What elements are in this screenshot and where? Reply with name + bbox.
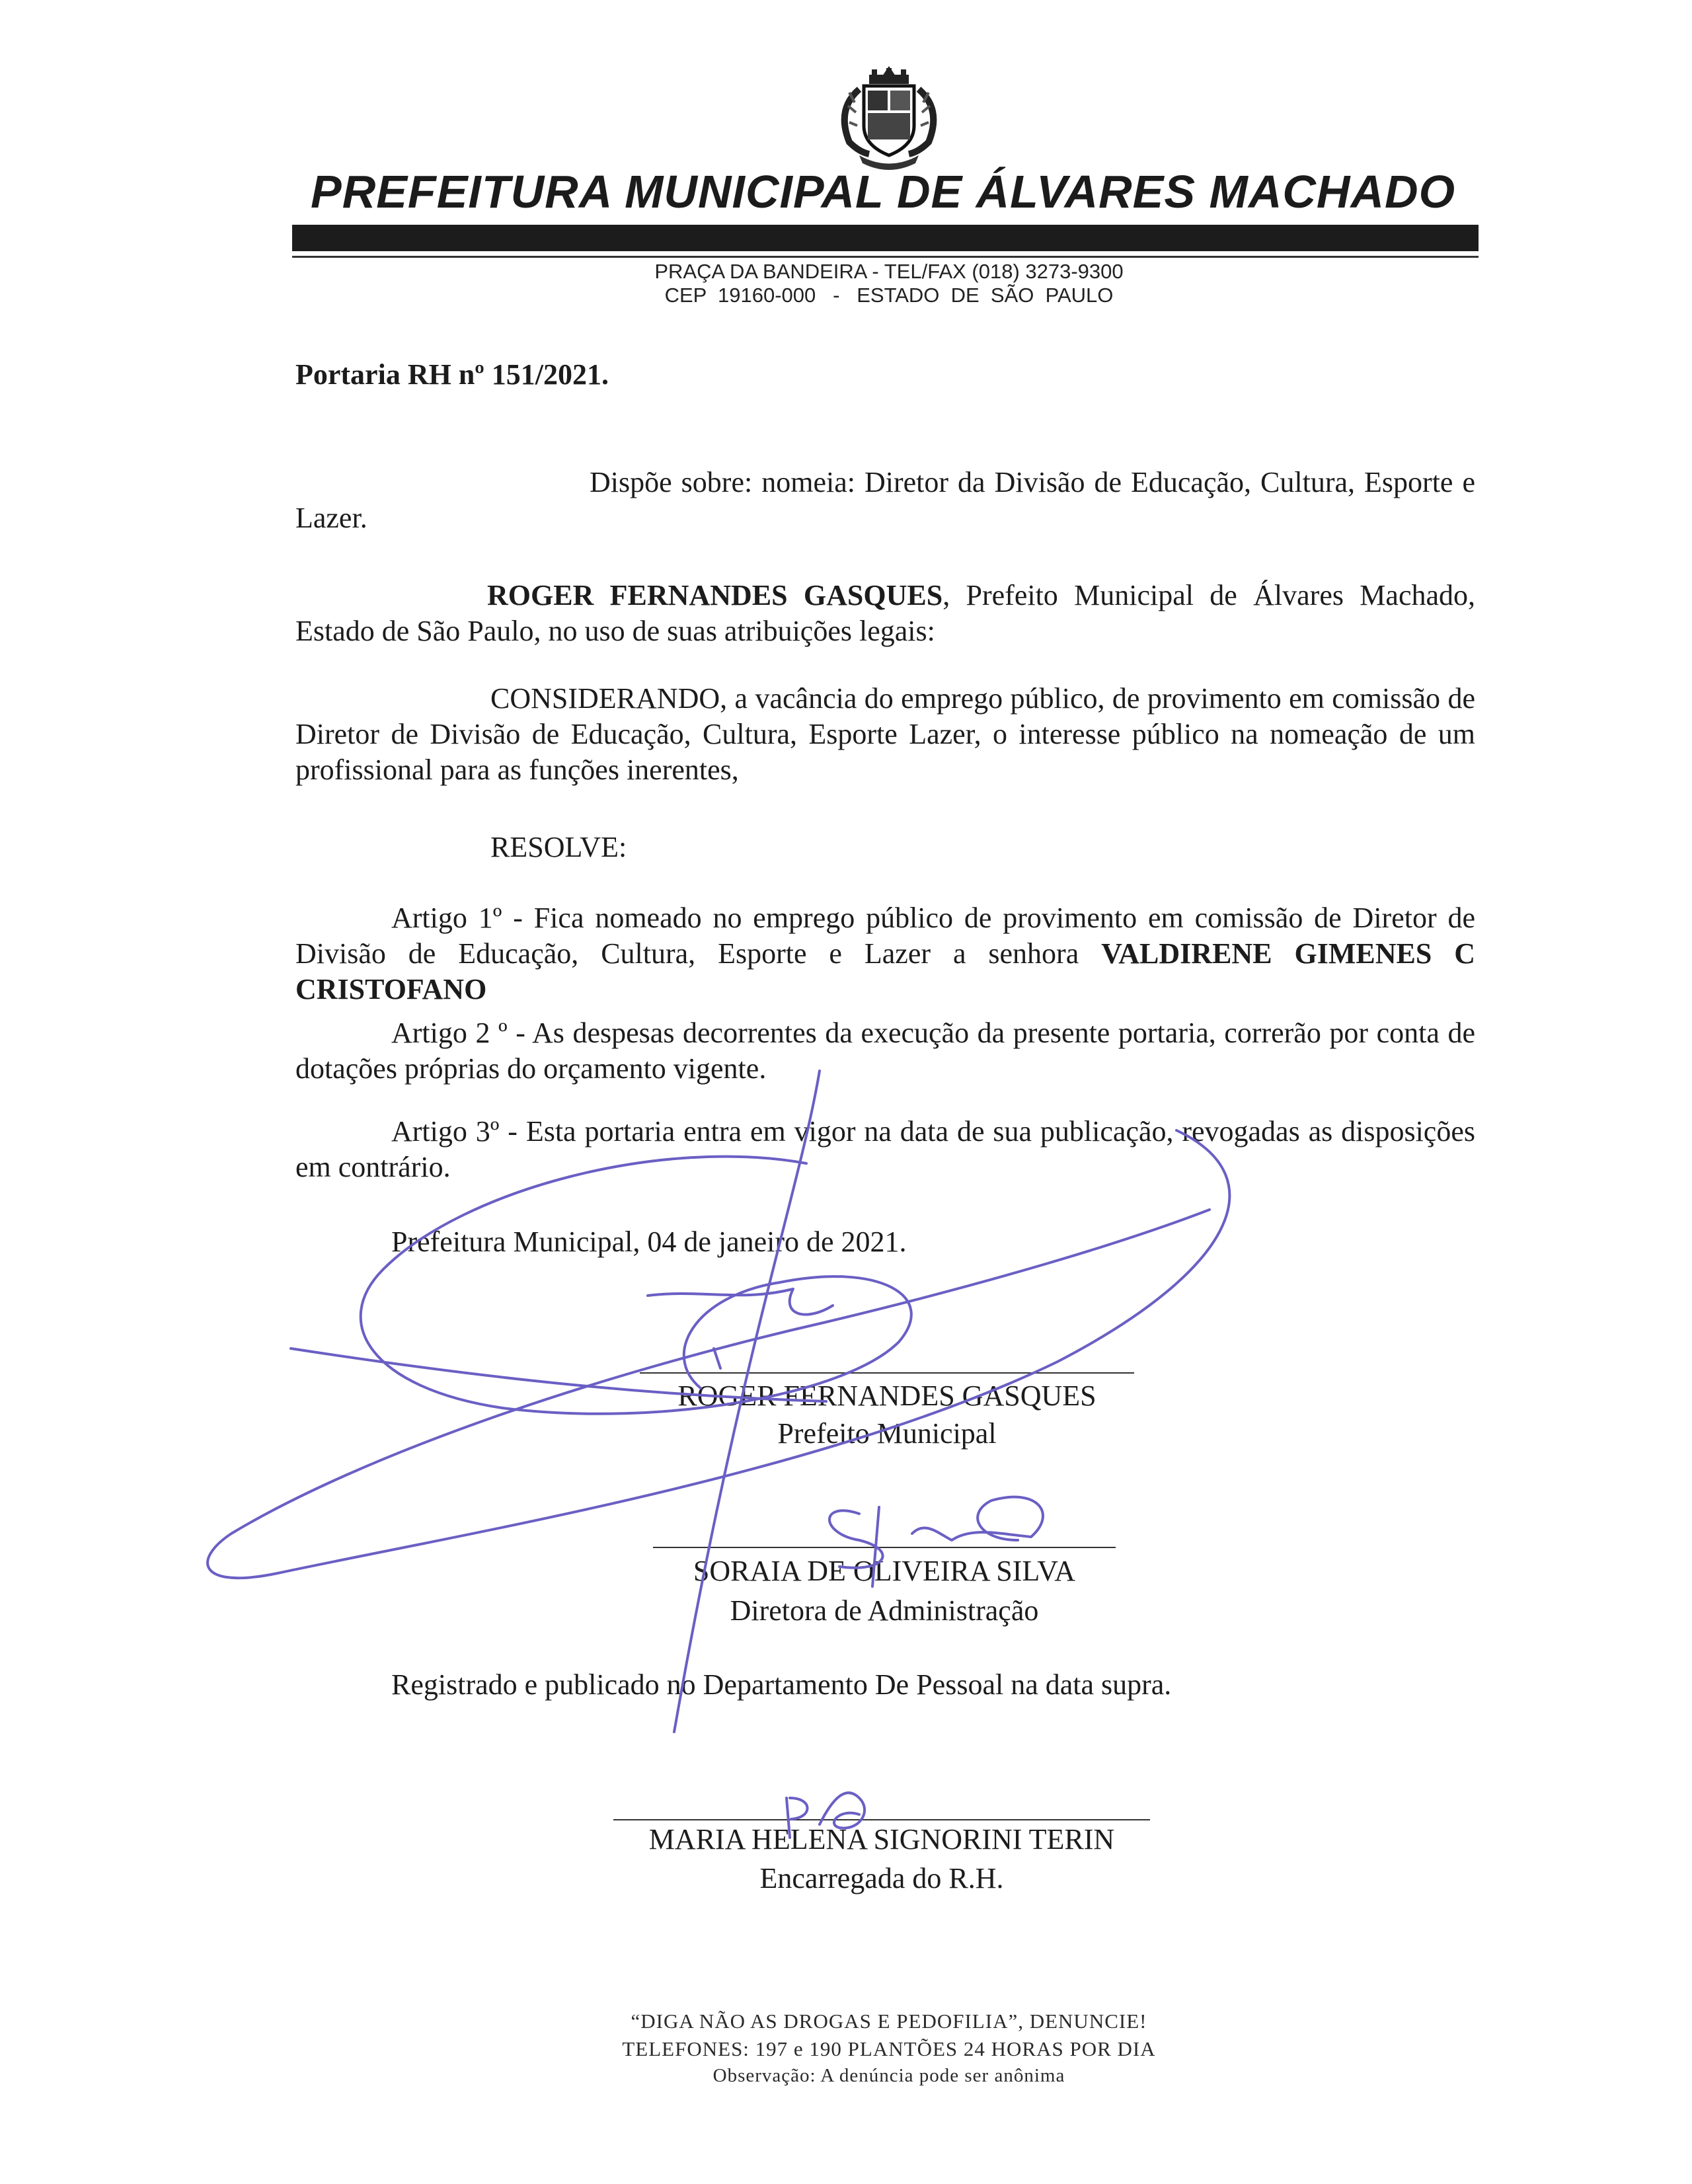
signatory-name-rh: MARIA HELENA SIGNORINI TERIN — [648, 1823, 1115, 1855]
signatory-role-administration: Diretora de Administração — [730, 1594, 1039, 1627]
mayor-signature-tick — [714, 1348, 720, 1368]
mayor-name: ROGER FERNANDES GASQUES — [487, 579, 943, 611]
footer-campaign: “DIGA NÃO AS DROGAS E PEDOFILIA”, DENUNCIE! — [631, 2009, 1147, 2033]
mayor-signature-inner-loop — [361, 1157, 911, 1414]
artigo-1-paragraph — [295, 900, 1475, 1007]
title-underline-bar — [292, 225, 1479, 251]
intro-text: , Prefeito Municipal de Álvares Machado, Estado de São Paulo, no uso de suas atribuições legais: — [295, 579, 1476, 647]
considerando-paragraph: CONSIDERANDO, a vacância do emprego público, de provimento em comissão de Diretor de Divisão de Educação, Cultura, Esporte Lazer, o interesse público na nomeação de um profissional para as funções inerentes, — [295, 682, 1475, 786]
municipal-crest-icon — [823, 63, 955, 175]
signatory-role-rh: Encarregada do R.H. — [759, 1862, 1004, 1894]
artigo-2-paragraph: Artigo 2 º - As despesas decorrentes da execução da presente portaria, correrão por conta de dotações próprias do orçamento vigente. — [295, 1017, 1475, 1085]
portaria-number: Portaria RH nº 151/2021. — [295, 358, 609, 391]
signatory-name-mayor: ROGER FERNANDES GASQUES — [677, 1380, 1096, 1412]
dispoe-paragraph: Dispõe sobre: nomeia: Diretor da Divisão de Educação, Cultura, Esporte e Lazer. — [295, 466, 1475, 534]
signature-line-mayor — [640, 1372, 1134, 1374]
registrado-line: Registrado e publicado no Departamento De Pessoal na data supra. — [391, 1668, 1172, 1701]
intro-paragraph — [295, 578, 1475, 649]
address-line-2: CEP 19160-000 - ESTADO DE SÃO PAULO — [664, 284, 1114, 307]
date-line: Prefeitura Municipal, 04 de janeiro de 2021. — [391, 1226, 907, 1258]
signatory-name-administration: SORAIA DE OLIVEIRA SILVA — [693, 1555, 1076, 1587]
artigo-3-paragraph: Artigo 3º - Esta portaria entra em vigor na data de sua publicação, revogadas as disposições em contrário. — [295, 1115, 1475, 1183]
footer-note: Observação: A denúncia pode ser anônima — [712, 2065, 1065, 2086]
address-line-1: PRAÇA DA BANDEIRA - TEL/FAX (018) 3273-9300 — [654, 260, 1124, 283]
signatory-role-mayor: Prefeito Municipal — [777, 1417, 997, 1450]
footer-phones: TELEFONES: 197 e 190 PLANTÕES 24 HORAS POR DIA — [622, 2037, 1156, 2060]
mayor-signature-large-loop — [208, 1130, 1229, 1578]
mayor-signature-stroke — [648, 1289, 833, 1315]
resolve-heading: RESOLVE: — [490, 831, 627, 863]
signature-line-administration — [653, 1547, 1116, 1548]
artigo-1-text: Artigo 1º - Fica nomeado no emprego público de provimento em comissão de Diretor de Divisão de Educação, Cultura, Esporte e Lazer a senhora — [295, 902, 1475, 970]
prefeitura-title: PREFEITURA MUNICIPAL DE ÁLVARES MACHADO — [311, 166, 1456, 217]
signature-line-rh — [613, 1819, 1150, 1820]
nominee-name: VALDIRENE GIMENES C CRISTOFANO — [295, 937, 1475, 1005]
